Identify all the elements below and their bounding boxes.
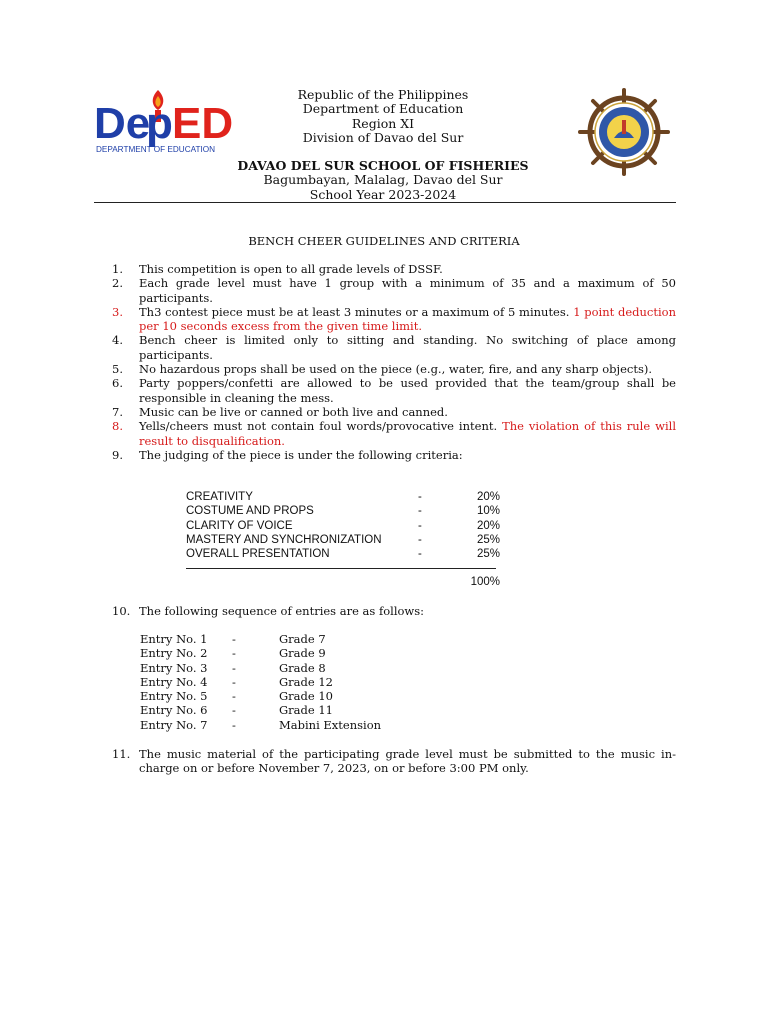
table-row xyxy=(186,533,500,547)
gov-line: Division of Davao del Sur xyxy=(302,129,464,145)
list-item xyxy=(112,333,676,362)
table-row xyxy=(186,519,500,533)
school-header xyxy=(200,159,566,202)
table-row xyxy=(140,689,381,703)
criterion-name: CLARITY OF VOICE xyxy=(186,519,293,532)
item-number: 8. xyxy=(112,419,123,434)
total-divider xyxy=(186,568,496,569)
table-row xyxy=(140,675,381,689)
rules-list xyxy=(112,262,676,462)
list-item xyxy=(112,262,676,276)
entry-dash: - xyxy=(232,717,236,732)
school-year: School Year 2023-2024 xyxy=(309,186,457,202)
item-text: Th3 contest piece must be at least 3 minutes or a maximum of 5 minutes. xyxy=(139,304,574,319)
criterion-dash: - xyxy=(418,505,422,518)
entry-dash: - xyxy=(232,632,236,646)
table-row xyxy=(186,490,500,504)
entry-grade: Grade 12 xyxy=(279,674,333,689)
entry-grade: Grade 11 xyxy=(279,703,333,718)
table-row xyxy=(186,547,500,561)
item-text: Music can be live or canned or both live and canned. xyxy=(139,404,448,419)
list-item xyxy=(112,276,676,305)
entry-grade: Mabini Extension xyxy=(279,717,382,732)
table-row xyxy=(140,661,381,675)
entry-grade: Grade 8 xyxy=(279,660,326,675)
item-number: 9. xyxy=(112,447,123,462)
entry-dash: - xyxy=(232,646,236,661)
item-text: Party poppers/confetti are allowed to be used provided that the team/group shall be responsible in cleaning the mess. xyxy=(139,376,676,405)
school-seal xyxy=(576,88,672,176)
criterion-dash: - xyxy=(418,519,422,532)
criterion-percent: 20% xyxy=(476,519,500,532)
item-text: No hazardous props shall be used on the piece (e.g., water, fire, and any sharp objects). xyxy=(139,362,652,377)
entry-dash: - xyxy=(232,689,236,704)
item-number: 5. xyxy=(112,362,123,377)
entry-grade: Grade 9 xyxy=(279,646,326,661)
entry-label: Entry No. 1 xyxy=(140,632,208,646)
criterion-name: MASTERY AND SYNCHRONIZATION xyxy=(186,533,382,546)
svg-text:DEPARTMENT OF EDUCATION: DEPARTMENT OF EDUCATION xyxy=(96,145,216,154)
item-text: Each grade level must have 1 group with a minimum of 35 and a maximum of 50 participants. xyxy=(139,276,676,305)
entry-label: Entry No. 4 xyxy=(140,674,208,689)
table-row xyxy=(140,632,381,646)
svg-text:De: De xyxy=(94,99,151,148)
criterion-percent: 25% xyxy=(476,533,500,546)
school-name: DAVAO DEL SUR SCHOOL OF FISHERIES xyxy=(237,158,529,173)
svg-text:p: p xyxy=(146,99,173,148)
entry-grade: Grade 10 xyxy=(279,689,333,704)
list-item xyxy=(112,376,676,405)
document-title: BENCH CHEER GUIDELINES AND CRITERIA xyxy=(248,234,520,248)
entry-label: Entry No. 7 xyxy=(140,717,208,732)
gov-line: Republic of the Philippines xyxy=(297,87,469,102)
item-number: 6. xyxy=(112,376,123,391)
item-number: 10. xyxy=(112,604,131,618)
table-row xyxy=(140,703,381,717)
entry-sequence xyxy=(140,632,381,732)
entry-dash: - xyxy=(232,660,236,675)
entry-label: Entry No. 2 xyxy=(140,646,208,661)
criterion-percent: 20% xyxy=(476,491,500,503)
entry-grade: Grade 7 xyxy=(279,632,326,646)
gov-line: Department of Education xyxy=(302,101,464,117)
criterion-percent: 10% xyxy=(476,505,500,518)
entry-dash: - xyxy=(232,674,236,689)
criterion-name: OVERALL PRESENTATION xyxy=(186,548,330,561)
item-number: 11. xyxy=(112,747,131,761)
list-item xyxy=(112,604,676,618)
entry-label: Entry No. 5 xyxy=(140,689,208,704)
item-number: 2. xyxy=(112,276,123,291)
school-address: Bagumbayan, Malalag, Davao del Sur xyxy=(263,172,503,188)
item-text: Bench cheer is limited only to sitting and standing. No switching of place among participants. xyxy=(139,333,676,362)
list-item xyxy=(112,405,676,419)
item-penalty-text: The violation of this rule will result to disqualification. xyxy=(139,419,676,448)
item-text: Yells/cheers must not contain foul words/provocative intent. xyxy=(139,419,503,434)
rule-10 xyxy=(112,604,676,618)
item-text: The judging of the piece is under the following criteria: xyxy=(139,447,463,462)
rule-11 xyxy=(112,747,676,776)
criterion-percent: 25% xyxy=(476,548,500,561)
entry-dash: - xyxy=(232,703,236,718)
table-row xyxy=(140,646,381,660)
table-row xyxy=(186,504,500,518)
item-penalty-text: 1 point deduction per 10 seconds excess from the given time limit. xyxy=(139,304,677,334)
criterion-name: CREATIVITY xyxy=(186,491,253,503)
table-row xyxy=(140,718,381,732)
criteria-total: 100% xyxy=(470,576,500,588)
list-item xyxy=(112,362,676,376)
header-divider xyxy=(94,202,676,203)
government-header xyxy=(200,88,566,145)
criterion-dash: - xyxy=(418,491,422,503)
list-item xyxy=(112,419,676,448)
list-item xyxy=(112,448,676,462)
criterion-dash: - xyxy=(418,533,422,546)
criteria-table xyxy=(186,490,500,561)
criterion-dash: - xyxy=(418,548,422,561)
item-number: 7. xyxy=(112,404,123,419)
svg-text:ED: ED xyxy=(172,99,234,148)
item-number: 3. xyxy=(112,304,123,319)
criterion-name: COSTUME AND PROPS xyxy=(186,505,314,518)
item-text: The following sequence of entries are as follows: xyxy=(139,604,425,618)
list-item xyxy=(112,305,676,334)
item-number: 1. xyxy=(112,262,123,276)
item-number: 4. xyxy=(112,333,123,348)
gov-line: Region XI xyxy=(351,115,415,131)
entry-label: Entry No. 6 xyxy=(140,703,208,718)
item-text: This competition is open to all grade levels of DSSF. xyxy=(139,262,443,276)
entry-label: Entry No. 3 xyxy=(140,660,208,675)
item-text: The music material of the participating grade level must be submitted to the music in-charge on or before November 7, 2023, on or before 3:00 PM only. xyxy=(139,747,676,776)
list-item xyxy=(112,747,676,776)
